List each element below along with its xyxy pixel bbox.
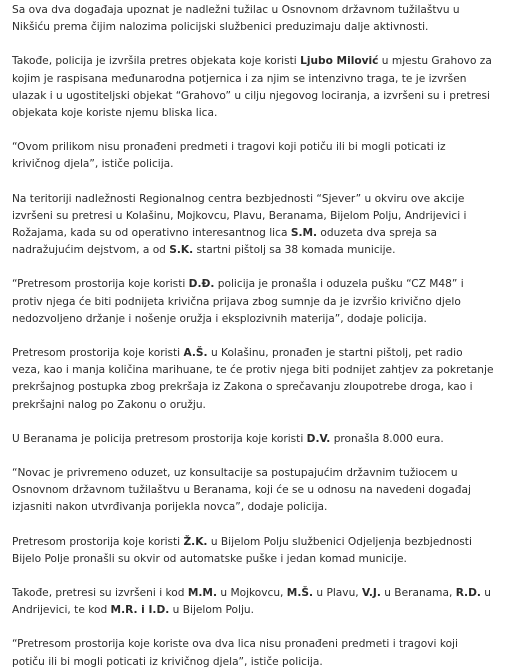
- person-initials: M.M.: [187, 587, 217, 600]
- paragraph-text: oduzeta dva spreja sa nadražujućim dejstvom, a od: [12, 227, 437, 257]
- paragraph-text: Takođe, pretresi su izvršeni i kod: [12, 587, 188, 600]
- paragraph-text: u Mojkovcu,: [217, 587, 287, 600]
- paragraph-1: [12, 2, 494, 36]
- paragraph-text: Sa ova dva događaja upoznat je nadležni tužilac u Osnovnom državnom tužilaštvu u Nikšiću prema čijim nalozima policijski službenici preduzimaju dalje aktivnosti.: [12, 4, 460, 34]
- person-initials: D.V.: [306, 432, 331, 445]
- paragraph-text: startni pištolj sa 38 komada municije.: [193, 244, 396, 257]
- paragraph-10: [12, 585, 494, 619]
- paragraph-text: u mjestu Grahovo za kojim je raspisana međunarodna potjernica i za njim se intenzivno traga, te je izvršen ulazak i u ugostiteljski objekat “Grahovo” u cilju njegovog lociranja, a izvršeni su i pretresi objekata koje koriste njemu bliska lica.: [12, 55, 492, 120]
- paragraph-text: u Bijelom Polju.: [169, 604, 254, 617]
- person-initials: S.M.: [290, 227, 318, 240]
- paragraph-text: Na teritoriji nadležnosti Regionalnog centra bezbjednosti “Sjever” u okviru ove akcije izvršeni su pretresi u Kolašinu, Mojkovcu, Plavu, Beranama, Bijelom Polju, Andrijevici i Rožajama, kada su od operativno interesantnog lica: [12, 192, 467, 240]
- paragraph-text: policija je pronašla i oduzela pušku “CZ M48” i protiv njega će biti podnijeta krivična prijava zbog sumnje da je izvršio krivično djelo nedozvoljeno držanje i nošenje oružja i eksplozivnih materija”, dodaje policija.: [12, 278, 464, 325]
- paragraph-3: [12, 139, 494, 173]
- person-initials: A.Š.: [183, 347, 208, 360]
- paragraph-11: [12, 636, 494, 670]
- paragraph-text: Takođe, policija je izvršila pretres objekata koje koristi: [12, 55, 301, 68]
- person-name: Ljubo Milović: [300, 55, 379, 68]
- paragraph-text: “Ovom prilikom nisu pronađeni predmeti i tragovi koji potiču ili bi mogli poticati iz krivičnog djela”, ističe policija.: [12, 141, 446, 171]
- person-initials: Ž.K.: [183, 535, 208, 548]
- paragraph-text: Pretresom prostorija koje koristi: [12, 347, 184, 360]
- paragraph-2: [12, 53, 494, 122]
- paragraph-6: [12, 345, 494, 414]
- paragraph-9: [12, 534, 494, 568]
- paragraph-text: “Novac je privremeno oduzet, uz konsultacije sa postupajućim državnim tužiocem u Osnovnom državnom tužilaštvu u Beranama, koji će se u odnosu na navedeni događaj izjasniti nakon utvrđivanja porijekla novca”, dodaje policija.: [12, 467, 471, 514]
- paragraph-text: u Kolašinu, pronađen je startni pištolj, pet radio veza, kao i manja količina marihuane, te će protiv njega biti podnijet zahtjev za pokretanje prekršajnog postupka zbog prekršaja iz Zakona o sprečavanju zloupotrebe droga, kao i prekršajni nalog po Zakonu o oružju.: [12, 347, 494, 411]
- person-initials: R.D.: [455, 587, 481, 600]
- paragraph-text: pronašla 8.000 eura.: [330, 432, 444, 445]
- paragraph-5: [12, 276, 494, 328]
- paragraph-text: u Plavu,: [313, 587, 363, 600]
- person-initials: D.Đ.: [188, 278, 215, 291]
- person-initials: M.R. i I.D.: [110, 604, 170, 617]
- person-initials: V.J.: [362, 587, 381, 600]
- person-initials: S.K.: [169, 244, 194, 257]
- person-initials: M.Š.: [286, 587, 314, 600]
- paragraph-text: u Bijelom Polju službenici Odjeljenja bezbjednosti Bijelo Polje pronašli su okvir od automatske puške i jedan komad municije.: [12, 535, 472, 565]
- paragraph-text: Pretresom prostorija koje koristi: [12, 535, 184, 548]
- paragraph-text: u Beranama,: [380, 587, 456, 600]
- paragraph-7: [12, 431, 494, 448]
- paragraph-text: “Pretresom prostorija koje koristi: [12, 278, 189, 291]
- paragraph-8: [12, 465, 494, 517]
- paragraph-text: U Beranama je policija pretresom prostorija koje koristi: [12, 432, 307, 445]
- paragraph-text: “Pretresom prostorija koje koriste ova dva lica nisu pronađeni predmeti i tragovi koji potiču ili bi mogli poticati iz krivičnog djela”, ističe policija.: [12, 638, 458, 668]
- paragraph-text: u Andrijevici, te kod: [12, 587, 491, 617]
- paragraph-4: [12, 191, 494, 260]
